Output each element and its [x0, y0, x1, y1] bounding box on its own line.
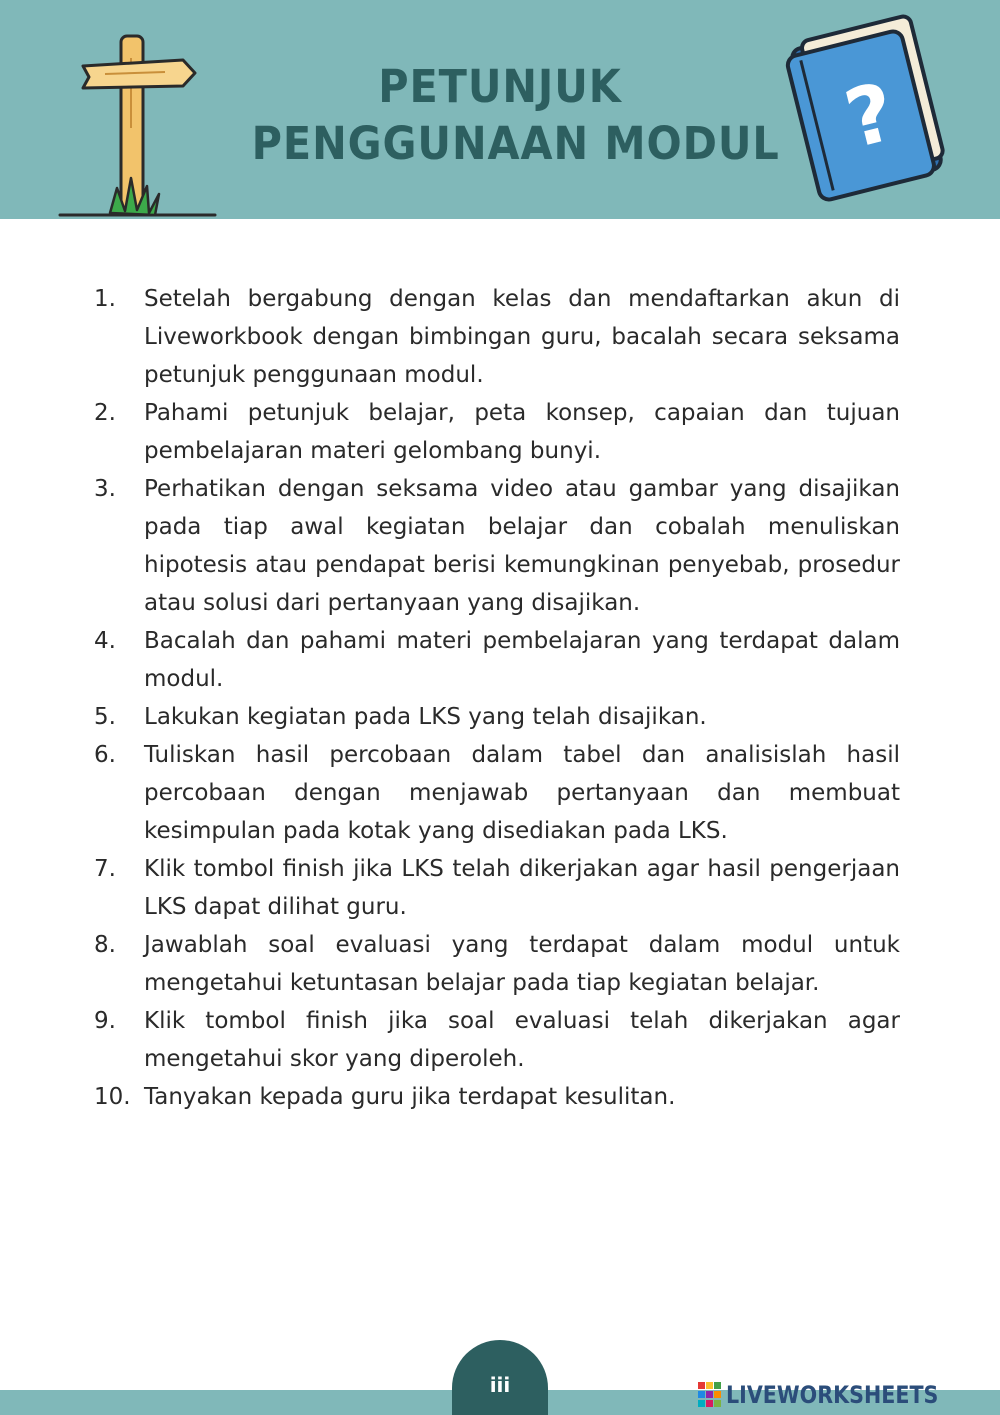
list-text: Klik tombol finish jika soal evaluasi telah dikerjakan agar mengetahui skor yang diperoleh.	[144, 1008, 900, 1072]
list-number: 10.	[94, 1084, 131, 1110]
list-item	[94, 1002, 900, 1078]
page-title	[251, 58, 780, 172]
title-line-1: PETUNJUK	[378, 60, 622, 113]
list-number: 9.	[94, 1008, 116, 1034]
list-number: 7.	[94, 856, 116, 882]
liveworksheets-logo[interactable]	[698, 1380, 973, 1410]
list-item	[94, 280, 900, 394]
list-number: 2.	[94, 400, 116, 426]
list-number: 1.	[94, 286, 116, 312]
list-number: 5.	[94, 704, 116, 730]
list-item	[94, 736, 900, 850]
list-text: Pahami petunjuk belajar, peta konsep, capaian dan tujuan pembelajaran materi gelombang bunyi.	[144, 400, 900, 464]
list-number: 3.	[94, 476, 116, 502]
list-text: Jawablah soal evaluasi yang terdapat dalam modul untuk mengetahui ketuntasan belajar pada tiap kegiatan belajar.	[144, 932, 900, 996]
list-item	[94, 850, 900, 926]
list-text: Perhatikan dengan seksama video atau gambar yang disajikan pada tiap awal kegiatan belajar dan cobalah menuliskan hipotesis atau pendapat berisi kemungkinan penyebab, prosedur atau solusi dari pertanyaan yang disajikan.	[144, 476, 900, 616]
list-item	[94, 926, 900, 1002]
list-text: Setelah bergabung dengan kelas dan mendaftarkan akun di Liveworkbook dengan bimbingan guru, bacalah secara seksama petunjuk penggunaan modul.	[144, 286, 900, 388]
list-number: 8.	[94, 932, 116, 958]
list-text: Tanyakan kepada guru jika terdapat kesulitan.	[144, 1084, 676, 1110]
list-item	[94, 698, 900, 736]
list-text: Bacalah dan pahami materi pembelajaran yang terdapat dalam modul.	[144, 628, 900, 692]
liveworksheets-wordmark: LIVEWORKSHEETS	[726, 1381, 939, 1409]
list-number: 4.	[94, 628, 116, 654]
list-item	[94, 622, 900, 698]
list-item	[94, 1078, 900, 1116]
list-item	[94, 394, 900, 470]
list-text: Tuliskan hasil percobaan dalam tabel dan analisislah hasil percobaan dengan menjawab pertanyaan dan membuat kesimpulan pada kotak yang disediakan pada LKS.	[144, 742, 900, 844]
list-text: Klik tombol finish jika LKS telah dikerjakan agar hasil pengerjaan LKS dapat dilihat guru.	[144, 856, 900, 920]
title-line-2: PENGGUNAAN MODUL	[251, 117, 780, 170]
instruction-list	[94, 280, 900, 1116]
book-question-mark: ?	[836, 65, 905, 167]
list-number: 6.	[94, 742, 116, 768]
question-book-icon	[778, 12, 953, 202]
page-number: iii	[489, 1373, 511, 1397]
list-text: Lakukan kegiatan pada LKS yang telah disajikan.	[144, 704, 707, 730]
list-item	[94, 470, 900, 622]
liveworksheets-mark-icon	[698, 1382, 722, 1408]
signpost-icon	[55, 28, 225, 223]
